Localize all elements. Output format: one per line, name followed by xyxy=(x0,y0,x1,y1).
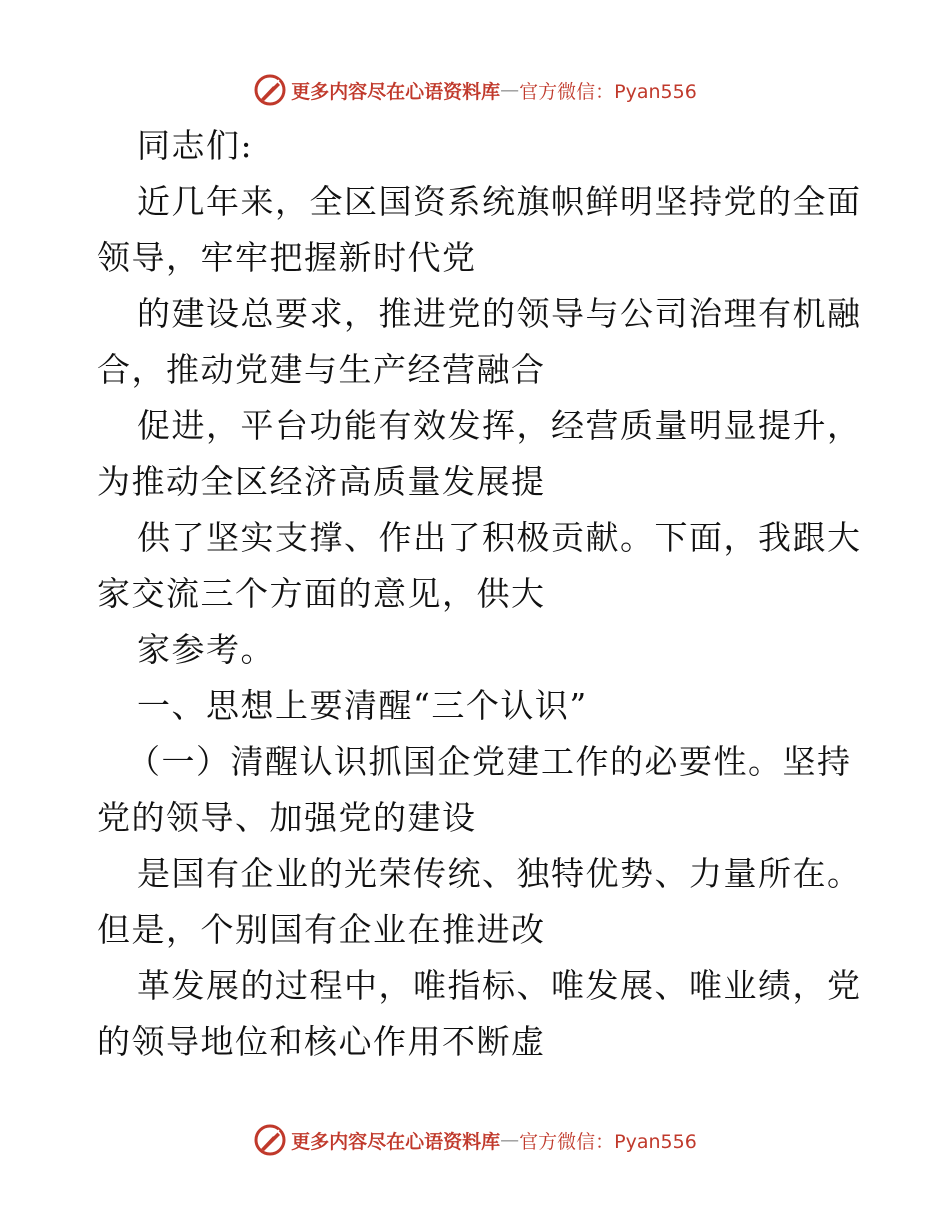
text-line: 促进，平台功能有效发挥，经营质量明显提升， xyxy=(137,406,862,445)
text-line: 合，推动党建与生产经营融合 xyxy=(97,350,546,389)
watermark-main-text: 更多内容尽在心语资料库 xyxy=(291,80,501,103)
watermark-wechat-text: 官方微信：Pyan556 xyxy=(519,1130,697,1153)
section-heading: 一、思想上要清醒“三个认识” xyxy=(137,686,588,725)
text-line: 家参考。 xyxy=(137,630,275,669)
footer-watermark xyxy=(0,1120,950,1160)
header-watermark xyxy=(0,70,950,110)
text-line: 的建设总要求，推进党的领导与公司治理有机融 xyxy=(137,294,862,333)
feather-logo-icon xyxy=(253,1123,287,1157)
text-line: 是国有企业的光荣传统、独特优势、力量所在。 xyxy=(137,854,862,893)
watermark-main-text: 更多内容尽在心语资料库 xyxy=(291,1130,501,1153)
watermark-separator: — xyxy=(500,1129,520,1151)
text-line: 的领导地位和核心作用不断虚 xyxy=(97,1022,546,1061)
text-line: 党的领导、加强党的建设 xyxy=(97,798,477,837)
text-line: 家交流三个方面的意见，供大 xyxy=(97,574,546,613)
document-body xyxy=(97,118,862,1070)
text-line: 革发展的过程中，唯指标、唯发展、唯业绩，党 xyxy=(137,966,862,1005)
watermark-separator: — xyxy=(500,79,520,101)
watermark-wechat-text: 官方微信：Pyan556 xyxy=(519,80,697,103)
subsection-heading: （一）清醒认识抓国企党建工作的必要性。坚持 xyxy=(127,742,852,781)
text-line: 但是，个别国有企业在推进改 xyxy=(97,910,546,949)
text-line: 同志们: xyxy=(137,126,254,165)
feather-logo-icon xyxy=(253,73,287,107)
text-line: 近几年来，全区国资系统旗帜鲜明坚持党的全面 xyxy=(137,182,862,221)
text-line: 领导，牢牢把握新时代党 xyxy=(97,238,477,277)
text-line: 为推动全区经济高质量发展提 xyxy=(97,462,546,501)
text-line: 供了坚实支撑、作出了积极贡献。下面，我跟大 xyxy=(137,518,862,557)
